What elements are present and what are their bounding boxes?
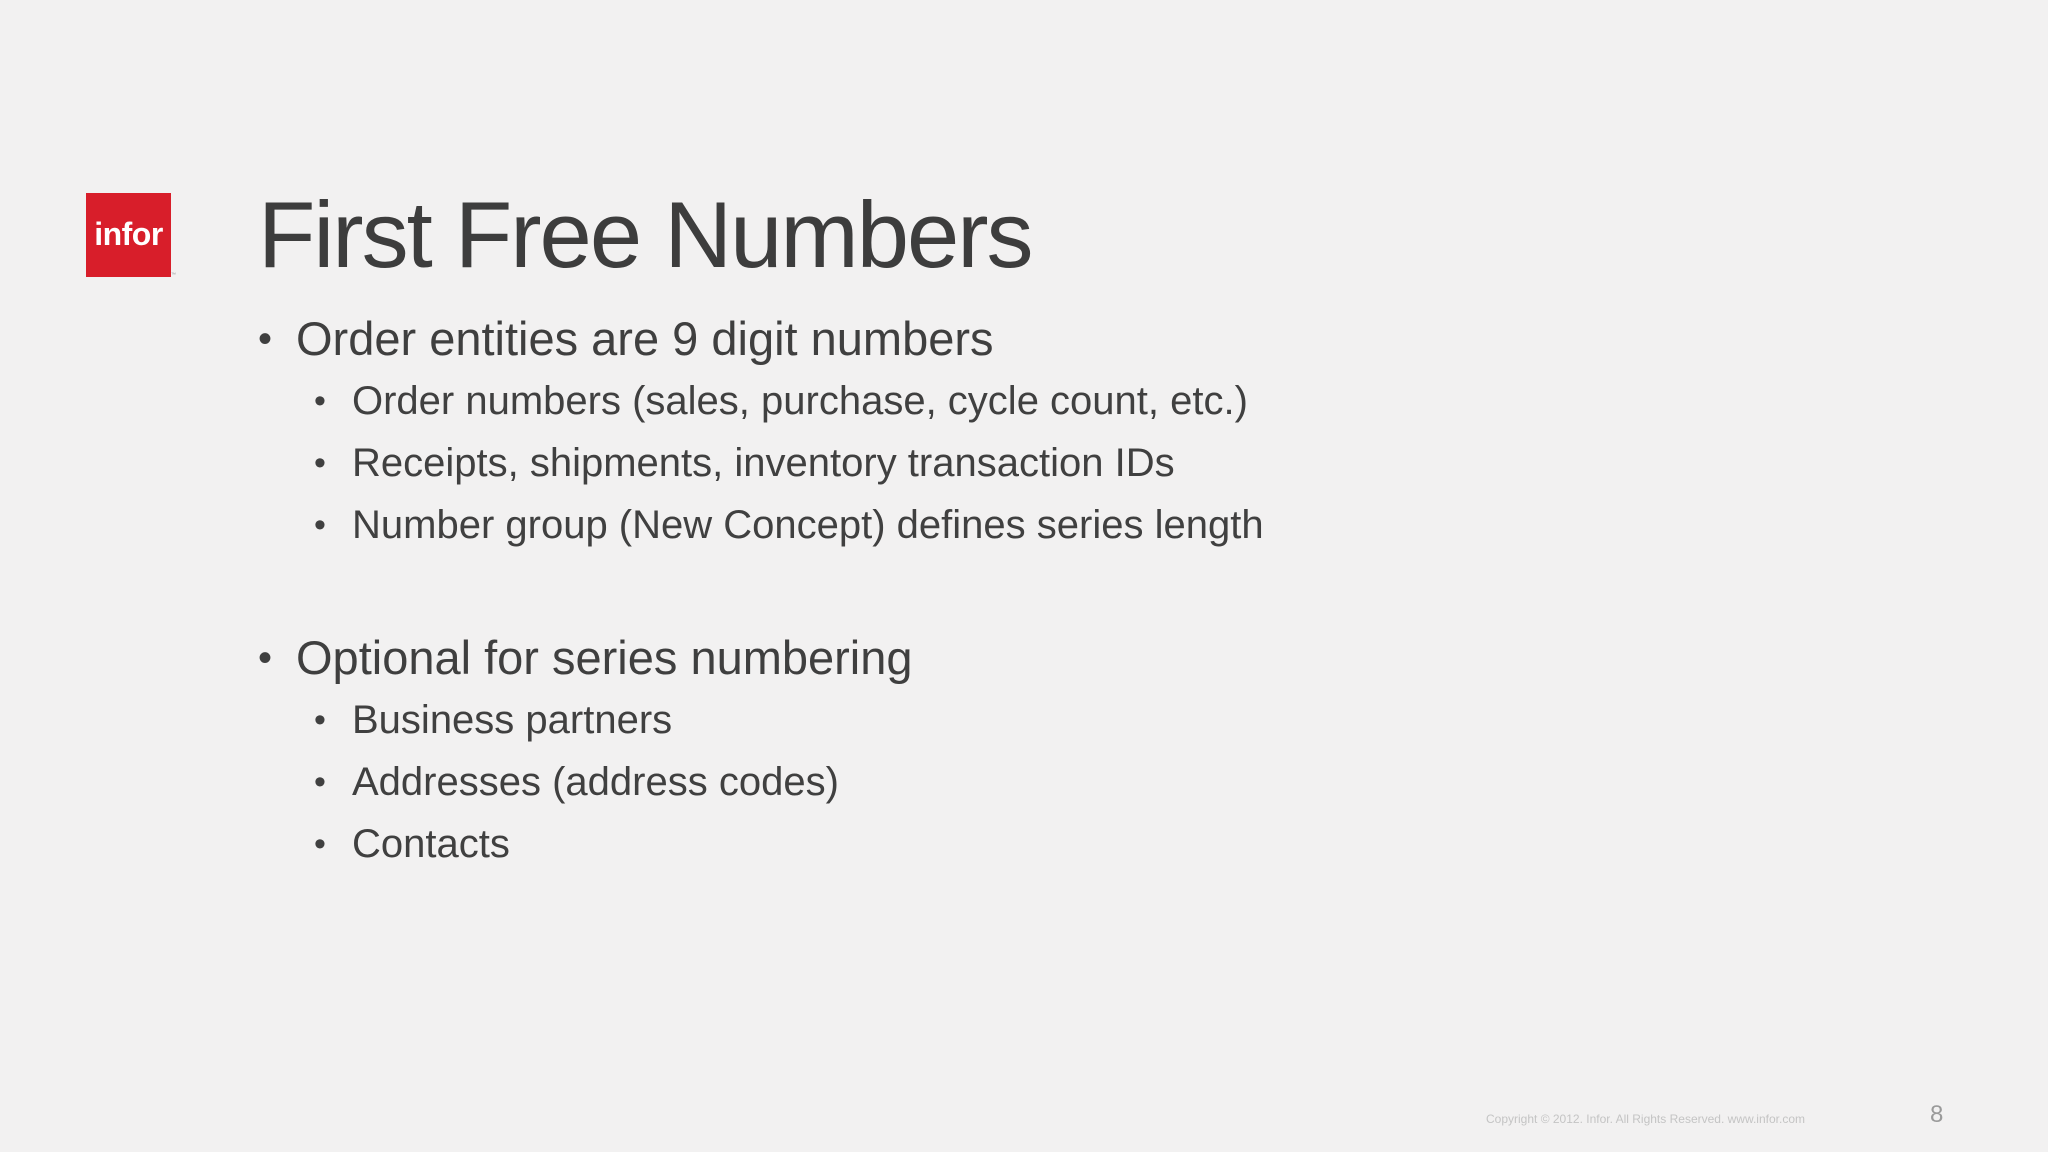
bullet-icon: • [314,506,326,544]
bullet-icon: • [258,636,273,680]
bullet-icon: • [314,382,326,420]
logo-text: infor [94,215,163,252]
bullet-icon: • [314,701,326,739]
copyright-footer: Copyright © 2012. Infor. All Rights Reserved. www.infor.com [1486,1112,1805,1126]
spacer [258,556,1264,627]
bullet-icon: • [314,444,326,482]
bullet-text: Number group (New Concept) defines series length [352,503,1264,547]
bullet-level1 [258,627,1264,689]
sub-bullet-list [258,370,1264,556]
bullet-text: Order numbers (sales, purchase, cycle count, etc.) [352,379,1248,423]
bullet-level1 [258,308,1264,370]
bullet-text: Contacts [352,822,510,866]
bullet-text: Optional for series numbering [296,631,913,684]
bullet-level2 [258,689,1264,751]
bullet-level2 [258,751,1264,813]
bullet-text: Addresses (address codes) [352,760,839,804]
bullet-level2 [258,494,1264,556]
infor-logo [86,193,171,277]
bullet-level2 [258,813,1264,875]
bullet-icon: • [314,763,326,801]
bullet-level2 [258,370,1264,432]
bullet-icon: • [258,317,273,361]
bullet-group-order-entities [258,308,1264,556]
bullet-text: Order entities are 9 digit numbers [296,312,994,365]
bullet-list [258,308,1264,875]
page-number: 8 [1930,1101,1944,1128]
bullet-level2 [258,432,1264,494]
bullet-group-series-numbering [258,627,1264,875]
logo-trademark: ™ [171,272,176,278]
bullet-text: Receipts, shipments, inventory transaction IDs [352,441,1175,485]
slide-title: First Free Numbers [258,182,1032,287]
bullet-icon: • [314,825,326,863]
bullet-text: Business partners [352,698,673,742]
sub-bullet-list [258,689,1264,875]
